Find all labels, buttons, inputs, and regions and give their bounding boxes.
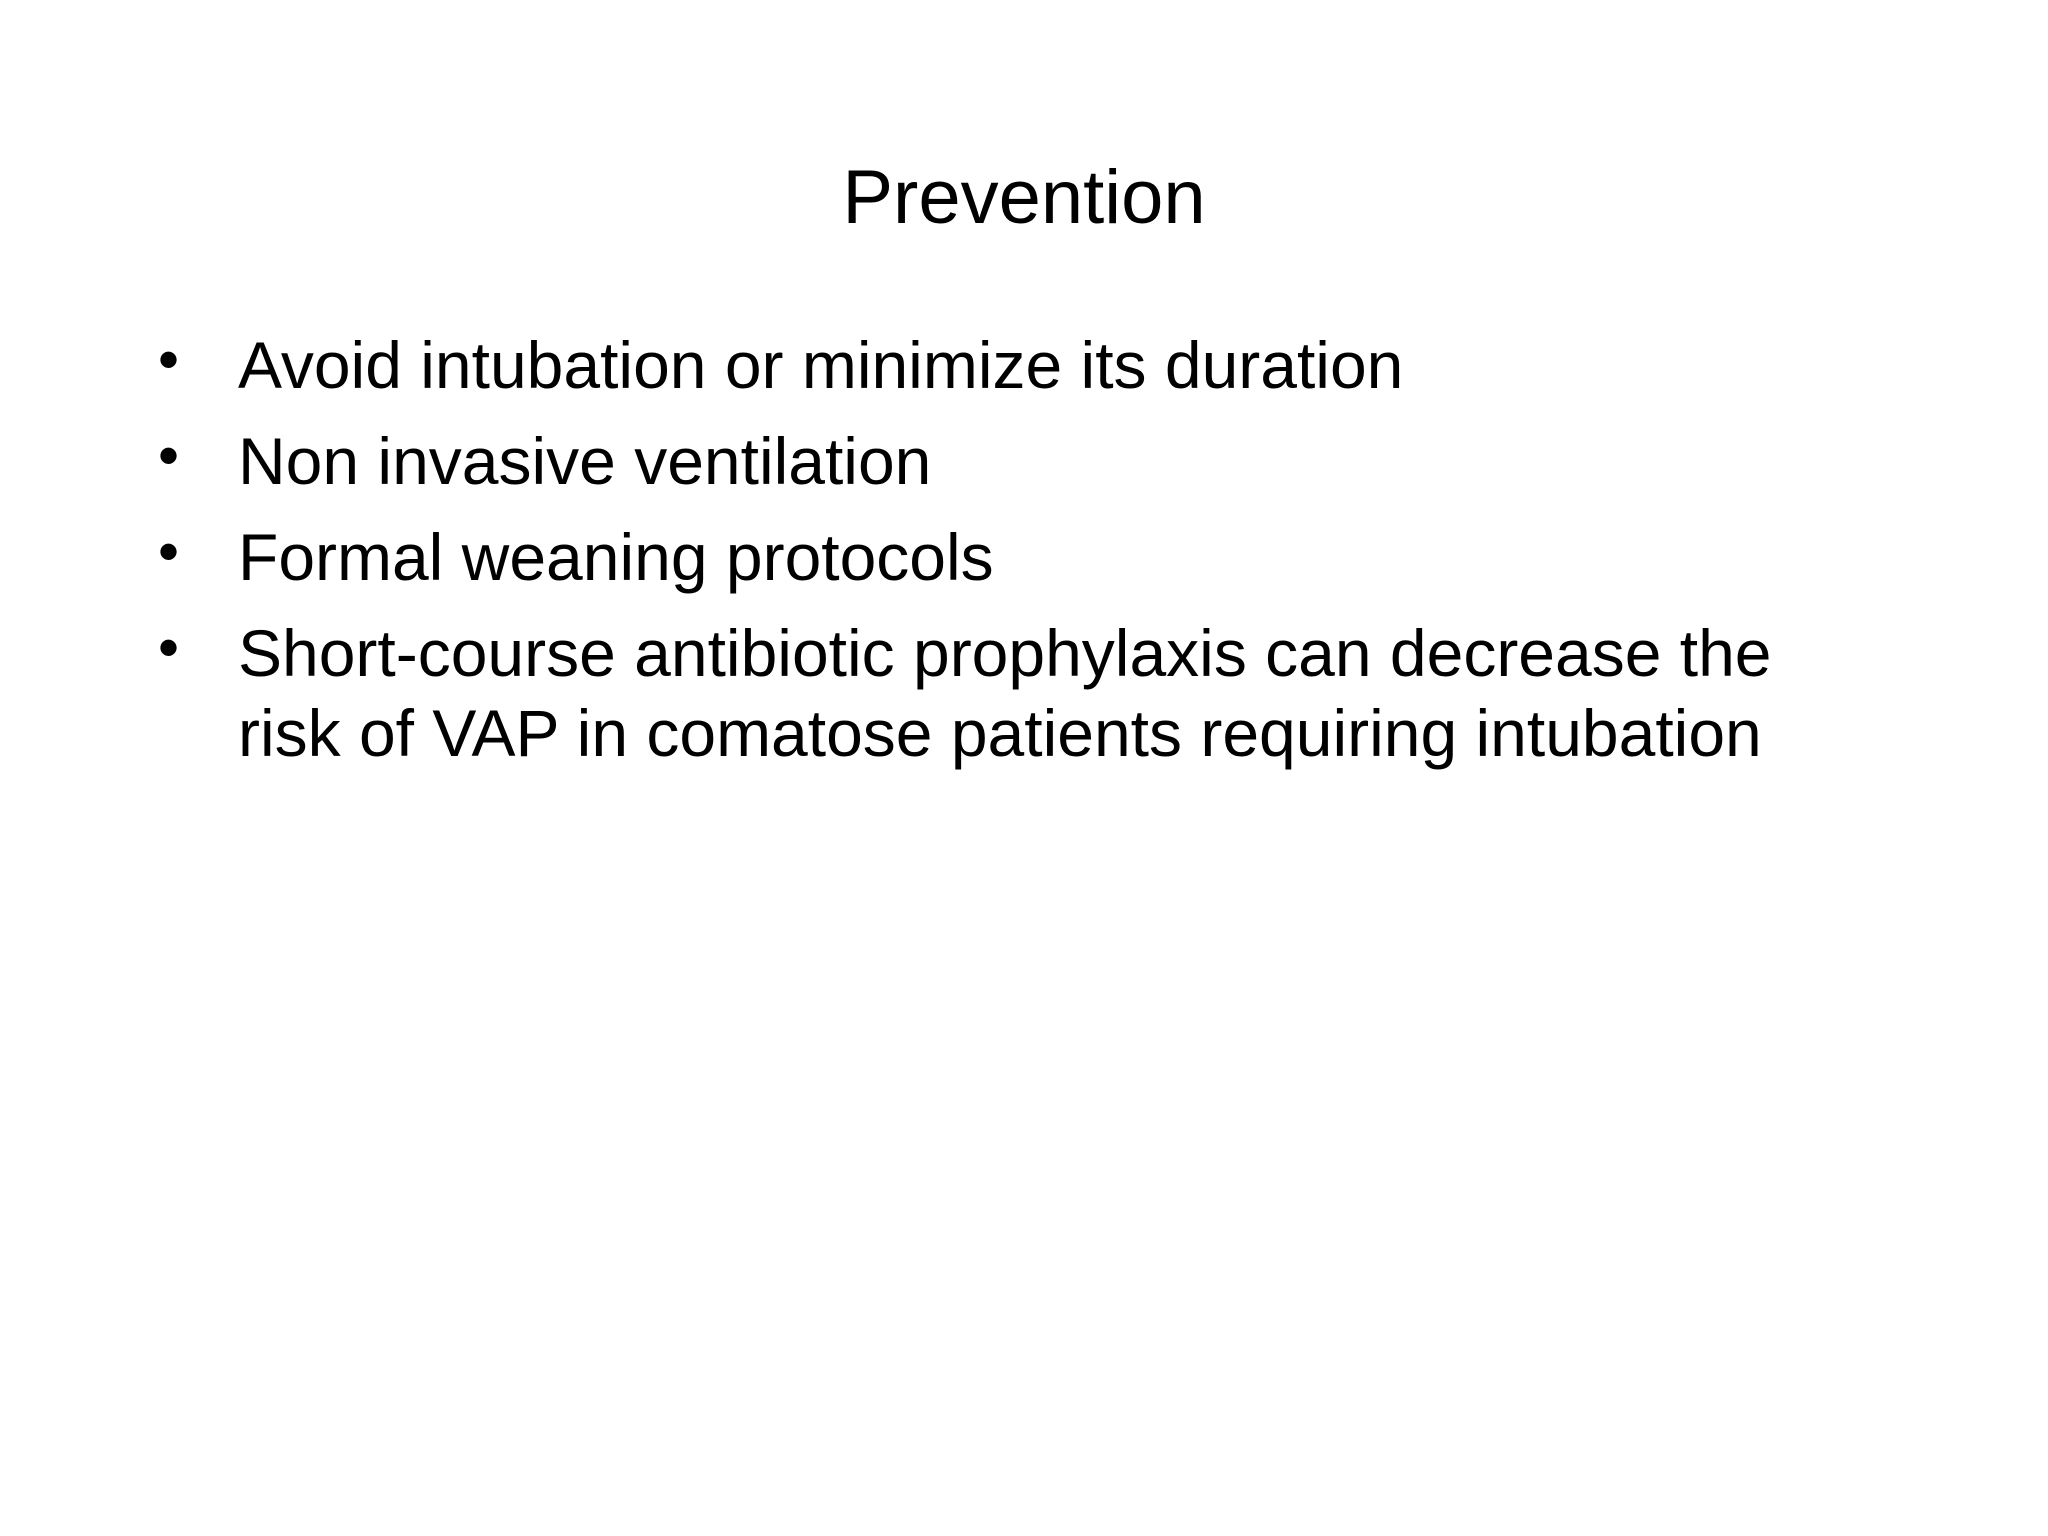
bullet-item — [158, 325, 1858, 405]
bullet-text: Formal weaning protocols — [238, 520, 994, 594]
bullet-list — [158, 325, 1858, 789]
bullet-item — [158, 517, 1858, 597]
bullet-text: Non invasive ventilation — [238, 424, 932, 498]
bullet-icon: • — [158, 422, 180, 489]
bullet-icon: • — [158, 614, 180, 681]
bullet-item — [158, 421, 1858, 501]
slide-title: Prevention — [842, 155, 1206, 240]
bullet-icon: • — [158, 518, 180, 585]
bullet-icon: • — [158, 326, 180, 393]
bullet-text: Avoid intubation or minimize its duration — [238, 328, 1404, 402]
bullet-text: Short-course antibiotic prophylaxis can decrease the risk of VAP in comatose patients requiring intubation — [238, 616, 1772, 770]
bullet-item — [158, 613, 1858, 773]
